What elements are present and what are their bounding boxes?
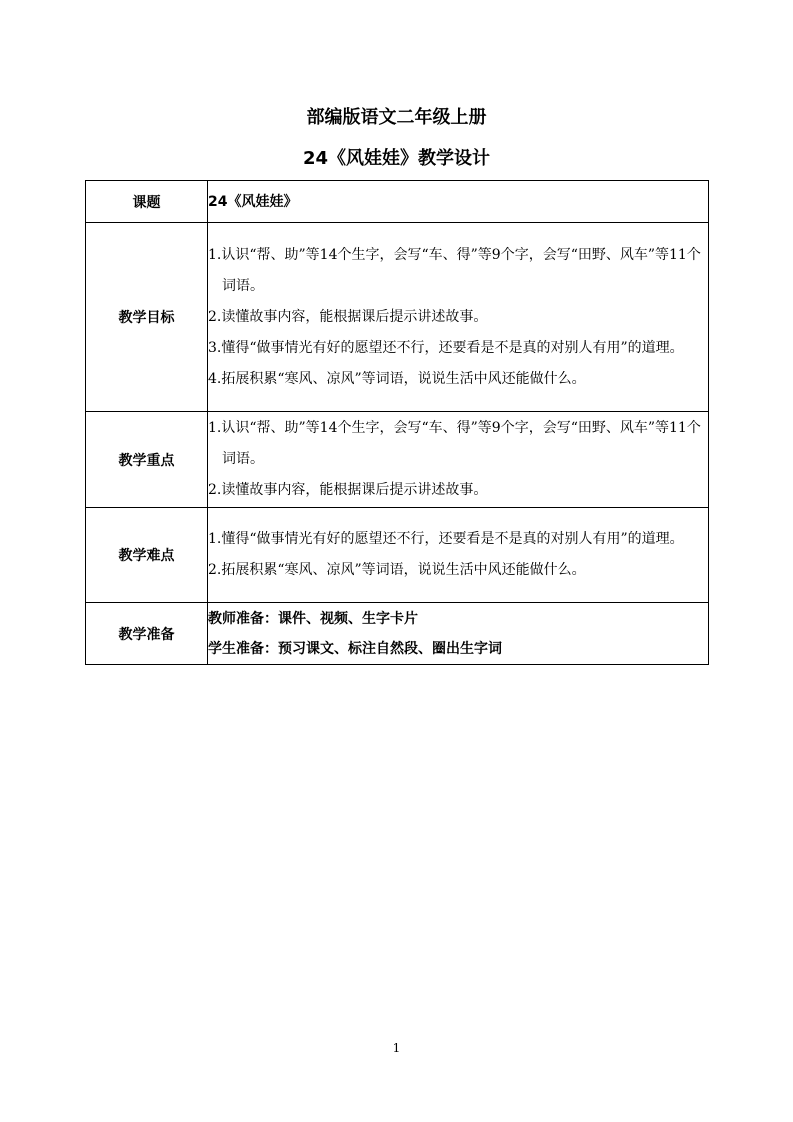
difficulties-label: 教学难点 [86, 508, 208, 603]
goal-item: 4.拓展积累“寒风、凉风”等词语，说说生活中风还能做什么。 [208, 370, 586, 387]
difficulty-item: 1.懂得“做事情光有好的愿望还不行，还要看是不是真的对别人有用”的道理。 [208, 531, 684, 547]
key-point-item: 2.读懂故事内容，能根据课后提示讲述故事。 [208, 482, 488, 498]
table-row-difficulties [86, 508, 709, 603]
goals-label: 教学目标 [86, 223, 208, 412]
student-preparation: 学生准备：预习课文、标注自然段、圈出生字词 [208, 640, 502, 657]
page-number: 1 [392, 1041, 401, 1055]
table-row-preparation [86, 603, 709, 665]
key-point-item: 1.认识“帮、助”等14个生字，会写“车、得”等9个字，会写“田野、风车”等11个词语。 [208, 420, 701, 467]
preparation-cell [208, 603, 709, 665]
difficulty-item: 2.拓展积累“寒风、凉风”等词语，说说生活中风还能做什么。 [208, 562, 586, 578]
key-points-label: 教学重点 [86, 412, 208, 508]
goal-item: 2.读懂故事内容，能根据课后提示讲述故事。 [208, 308, 488, 325]
topic-value: 24《风娃娃》 [208, 193, 298, 210]
topic-label: 课题 [86, 181, 208, 223]
table-row-goals [86, 223, 709, 412]
document-title: 部编版语文二年级上册 [306, 107, 487, 128]
teacher-preparation: 教师准备：课件、视频、生字卡片 [208, 610, 418, 627]
table-row-key-points [86, 412, 709, 508]
difficulties-cell [208, 508, 709, 603]
goal-item: 3.懂得“做事情光有好的愿望还不行，还要看是不是真的对别人有用”的道理。 [208, 339, 684, 356]
goal-item: 1.认识“帮、助”等14个生字，会写“车、得”等9个字，会写“田野、风车”等11个词语。 [208, 246, 701, 294]
preparation-label: 教学准备 [86, 603, 208, 665]
goals-cell [208, 223, 709, 412]
table-row-topic [86, 181, 709, 223]
topic-value-cell [208, 181, 709, 223]
document-subtitle: 24《风娃娃》教学设计 [302, 148, 491, 169]
key-points-cell [208, 412, 709, 508]
lesson-plan-table [85, 180, 709, 665]
